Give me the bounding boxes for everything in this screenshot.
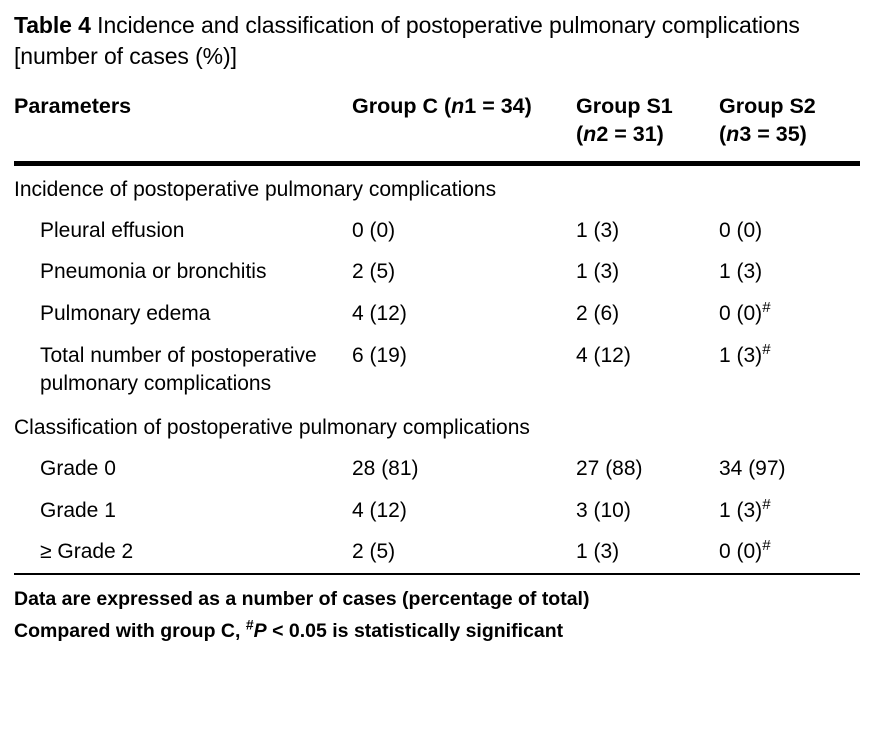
row-value-group-s2 <box>719 251 860 293</box>
section-header-row <box>14 404 860 448</box>
table-row <box>14 490 860 532</box>
group-c-label: Group C ( <box>352 94 452 119</box>
column-header-group-c <box>352 82 576 162</box>
row-value-group-s1: 1 (3) <box>576 218 620 242</box>
group-c-n-symbol: n <box>451 94 465 119</box>
footnote-significance <box>14 616 862 646</box>
footnote-data-expression: Data are expressed as a number of cases (percentage of total) <box>14 588 590 611</box>
row-value-group-s1: 27 (88) <box>576 457 643 480</box>
section-title-classification: Classification of postoperative pulmonary complications <box>14 416 530 440</box>
row-value-group-c: 28 (81) <box>352 457 419 480</box>
footnote-significance-p: P <box>253 620 267 643</box>
row-value-group-s2-text: 0 (0) <box>719 218 763 242</box>
row-value-group-s2-text: 1 (3) <box>719 343 763 367</box>
footnote-significance-prefix: Compared with group C, <box>14 620 246 643</box>
table-caption-text: Incidence and classification of postoperative pulmonary complications [number of cases (%)] <box>14 12 800 70</box>
row-label: Pneumonia or bronchitis <box>40 260 267 284</box>
row-value-group-s2 <box>719 335 860 404</box>
row-value-group-s2 <box>719 490 860 532</box>
row-value-group-c: 4 (12) <box>352 498 407 522</box>
table-footnotes <box>0 575 876 646</box>
column-header-parameters: Parameters <box>14 94 132 119</box>
group-c-n-value: 1 = 34) <box>464 94 532 119</box>
table-row <box>14 210 860 252</box>
row-value-group-s2-text: 1 (3) <box>719 260 763 284</box>
row-value-group-c: 6 (19) <box>352 343 407 367</box>
table-row <box>14 531 860 574</box>
section-header-row <box>14 166 860 210</box>
table-row <box>14 448 860 490</box>
row-label: ≥ Grade 2 <box>40 540 134 564</box>
row-label: Total number of postoperative pulmonary complications <box>40 343 317 395</box>
row-value-group-c: 0 (0) <box>352 218 396 242</box>
section-title-incidence: Incidence of postoperative pulmonary complications <box>14 177 497 201</box>
group-s1-label: Group S1 <box>576 94 673 119</box>
group-s1-n-symbol: n <box>583 122 597 147</box>
row-value-group-s2-sup: # <box>762 495 771 513</box>
row-value-group-s1: 1 (3) <box>576 260 620 284</box>
results-table <box>14 82 860 575</box>
row-label: Pulmonary edema <box>40 302 211 326</box>
column-header-group-s2: Group S2 (n3 = 35) <box>719 94 816 147</box>
table-caption-label: Table 4 <box>14 12 91 38</box>
table-caption <box>14 10 862 72</box>
table-header-row <box>14 82 860 162</box>
table-row <box>14 293 860 335</box>
footnote-significance-suffix: < 0.05 is statistically significant <box>266 620 564 643</box>
row-label: Grade 1 <box>40 498 116 522</box>
row-value-group-s2 <box>719 448 860 490</box>
group-s1-n-value: 2 = 31) <box>596 122 664 147</box>
row-label: Pleural effusion <box>40 218 185 242</box>
row-value-group-s2-sup: # <box>762 340 771 358</box>
row-value-group-s2-text: 1 (3) <box>719 498 763 522</box>
row-value-group-s1: 3 (10) <box>576 498 631 522</box>
row-value-group-s1: 4 (12) <box>576 343 631 367</box>
row-value-group-s2 <box>719 293 860 335</box>
table-row <box>14 335 860 404</box>
row-value-group-s2-text: 0 (0) <box>719 540 763 564</box>
row-value-group-s2 <box>719 531 860 574</box>
row-label: Grade 0 <box>40 457 116 480</box>
row-value-group-s2-text: 34 (97) <box>719 457 786 480</box>
row-value-group-s2-sup: # <box>762 537 771 555</box>
group-s2-n-symbol: n <box>726 122 740 147</box>
row-value-group-c: 2 (5) <box>352 540 396 564</box>
footnote-significance-sup: # <box>245 616 254 633</box>
group-s2-n-value: 3 = 35) <box>739 122 807 147</box>
row-value-group-s2-sup: # <box>762 299 771 317</box>
row-value-group-c: 4 (12) <box>352 302 407 326</box>
row-value-group-c: 2 (5) <box>352 260 396 284</box>
row-value-group-s2 <box>719 210 860 252</box>
row-value-group-s1: 1 (3) <box>576 540 620 564</box>
column-header-group-s1: Group S1 (n2 = 31) <box>576 94 673 147</box>
group-s2-label: Group S2 <box>719 94 816 119</box>
row-value-group-s2-text: 0 (0) <box>719 302 763 326</box>
table-row <box>14 251 860 293</box>
row-value-group-s1: 2 (6) <box>576 302 620 326</box>
